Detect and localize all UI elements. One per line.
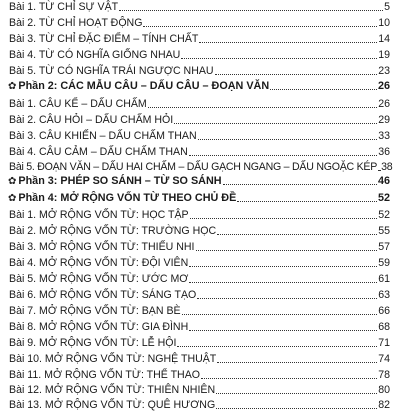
toc-section-label: Phần 4: MỞ RỘNG VỐN TỪ THEO CHỦ ĐỀ bbox=[18, 192, 237, 204]
toc-page-number: 61 bbox=[378, 273, 390, 285]
dot-leader bbox=[181, 58, 377, 59]
toc-entry-label: Bài 1. MỞ RỘNG VỐN TỪ: HỌC TẬP bbox=[9, 209, 189, 221]
dot-leader bbox=[197, 298, 377, 299]
toc-page-number: 74 bbox=[378, 353, 390, 365]
toc-page-number: 55 bbox=[378, 225, 390, 237]
toc-entry bbox=[0, 335, 400, 350]
dot-leader bbox=[148, 107, 377, 108]
toc-entry bbox=[0, 367, 400, 382]
dot-leader bbox=[237, 201, 377, 202]
toc-page-number: 78 bbox=[378, 369, 390, 381]
toc-section bbox=[0, 78, 400, 93]
dot-leader bbox=[216, 393, 377, 394]
toc-page-number: 82 bbox=[378, 399, 390, 411]
dot-leader bbox=[215, 74, 378, 75]
toc-entry bbox=[0, 351, 400, 366]
dot-leader bbox=[190, 218, 378, 219]
flower-icon: ✿ bbox=[8, 176, 17, 187]
dot-leader bbox=[216, 408, 377, 409]
dot-leader bbox=[217, 234, 377, 235]
toc-entry bbox=[0, 271, 400, 286]
toc-entry bbox=[0, 15, 400, 30]
toc-entry bbox=[0, 144, 400, 159]
toc-entry-label: Bài 5. MỞ RỘNG VỐN TỪ: ƯỚC MƠ bbox=[9, 273, 189, 285]
dot-leader bbox=[198, 139, 378, 140]
toc-entry bbox=[0, 159, 400, 174]
toc-entry-label: Bài 13. MỞ RỘNG VỐN TỪ: QUÊ HƯƠNG bbox=[9, 399, 216, 411]
toc-entry bbox=[0, 397, 400, 412]
toc-entry-label: Bài 2. CÂU HỎI – DẤU CHẤM HỎI bbox=[9, 114, 174, 126]
toc-entry-label: Bài 4. MỞ RỘNG VỐN TỪ: ĐỘI VIÊN bbox=[9, 257, 189, 269]
toc-page-number: 14 bbox=[378, 33, 390, 45]
toc-entry-label: Bài 10. MỞ RỘNG VỐN TỪ: NGHỆ THUẬT bbox=[9, 353, 217, 365]
toc-entry-label: Bài 6. MỞ RỘNG VỐN TỪ: SÁNG TẠO bbox=[9, 289, 197, 301]
toc-entry-label: Bài 4. CÂU CẢM – DẤU CHẤM THAN bbox=[9, 146, 188, 158]
dot-leader bbox=[174, 123, 377, 124]
toc-entry-label: Bài 1. TỪ CHỈ SỰ VẬT bbox=[9, 1, 119, 13]
toc-entry bbox=[0, 223, 400, 238]
toc-page-number: 5 bbox=[384, 1, 390, 13]
toc-page-number: 52 bbox=[378, 209, 390, 221]
dot-leader bbox=[217, 362, 377, 363]
toc-entry bbox=[0, 96, 400, 111]
dot-leader bbox=[196, 250, 378, 251]
toc-entry-label: Bài 3. CÂU KHIẾN – DẤU CHẤM THAN bbox=[9, 130, 197, 142]
toc-section bbox=[0, 173, 400, 188]
toc-page-number: 68 bbox=[378, 321, 390, 333]
toc-entry-label: Bài 5. TỪ CÓ NGHĨA TRÁI NGƯỢC NHAU bbox=[9, 65, 214, 77]
toc-page-number: 38 bbox=[381, 161, 393, 173]
toc-entry bbox=[0, 47, 400, 62]
toc-entry-label: Bài 9. MỞ RỘNG VỐN TỪ: LỄ HỘI bbox=[9, 337, 177, 349]
toc-entry bbox=[0, 319, 400, 334]
toc-page-number: 80 bbox=[378, 384, 390, 396]
toc-entry bbox=[0, 207, 400, 222]
toc-page-number: 10 bbox=[378, 17, 390, 29]
toc-entry bbox=[0, 0, 400, 14]
dot-leader bbox=[177, 346, 377, 347]
dot-leader bbox=[223, 184, 377, 185]
toc-entry-label: Bài 11. MỞ RỘNG VỐN TỪ: THỂ THAO bbox=[9, 369, 201, 381]
toc-page-number: 46 bbox=[377, 175, 390, 187]
dot-leader bbox=[199, 42, 377, 43]
toc-page-number: 63 bbox=[378, 289, 390, 301]
toc-entry bbox=[0, 239, 400, 254]
toc-entry-label: Bài 1. CÂU KỂ – DẤU CHẤM bbox=[9, 98, 147, 110]
toc-page-number: 71 bbox=[378, 337, 390, 349]
toc-entry-label: Bài 2. MỞ RỘNG VỐN TỪ: TRƯỜNG HỌC bbox=[9, 225, 217, 237]
toc-entry bbox=[0, 255, 400, 270]
toc-page-number: 33 bbox=[378, 130, 390, 142]
dot-leader bbox=[189, 330, 377, 331]
dot-leader bbox=[378, 170, 380, 171]
dot-leader bbox=[119, 10, 383, 11]
toc-page-number: 19 bbox=[378, 49, 390, 61]
toc-page-number: 57 bbox=[378, 241, 390, 253]
toc-entry-label: Bài 12. MỞ RỘNG VỐN TỪ: THIÊN NHIÊN bbox=[9, 384, 216, 396]
toc-entry bbox=[0, 287, 400, 302]
toc-page-number: 52 bbox=[377, 192, 390, 204]
toc-entry-label: Bài 7. MỞ RỘNG VỐN TỪ: BẠN BÈ bbox=[9, 305, 181, 317]
toc-entry-label: Bài 3. TỪ CHỈ ĐẶC ĐIỂM – TÍNH CHẤT bbox=[9, 33, 199, 45]
dot-leader bbox=[182, 314, 378, 315]
dot-leader bbox=[143, 26, 377, 27]
toc-entry bbox=[0, 112, 400, 127]
toc-section-label: Phần 3: PHÉP SO SÁNH – TỪ SO SÁNH bbox=[18, 175, 222, 187]
dot-leader bbox=[189, 266, 377, 267]
dot-leader bbox=[189, 155, 377, 156]
toc-entry-label: Bài 4. TỪ CÓ NGHĨA GIỐNG NHAU bbox=[9, 49, 181, 61]
dot-leader bbox=[270, 89, 377, 90]
toc-page-number: 59 bbox=[378, 257, 390, 269]
toc-page-number: 23 bbox=[378, 65, 390, 77]
toc-entry bbox=[0, 63, 400, 78]
dot-leader bbox=[201, 378, 377, 379]
flower-icon: ✿ bbox=[8, 193, 17, 204]
toc-entry-label: Bài 2. TỪ CHỈ HOẠT ĐỘNG bbox=[9, 17, 143, 29]
toc-page-number: 29 bbox=[378, 114, 390, 126]
toc-section bbox=[0, 190, 400, 205]
dot-leader bbox=[189, 282, 377, 283]
toc-entry bbox=[0, 128, 400, 143]
toc-entry bbox=[0, 303, 400, 318]
toc-section-label: Phần 2: CÁC MẪU CÂU – DẤU CÂU – ĐOẠN VĂN bbox=[18, 80, 270, 92]
toc-entry bbox=[0, 31, 400, 46]
toc-page-number: 26 bbox=[377, 80, 390, 92]
flower-icon: ✿ bbox=[8, 81, 17, 92]
toc-page-number: 36 bbox=[378, 146, 390, 158]
toc-entry bbox=[0, 382, 400, 397]
toc-page-number: 66 bbox=[378, 305, 390, 317]
toc-page-number: 26 bbox=[378, 98, 390, 110]
toc-entry-label: Bài 3. MỞ RỘNG VỐN TỪ: THIẾU NHI bbox=[9, 241, 195, 253]
toc-entry-label: Bài 5. ĐOẠN VĂN – DẤU HAI CHẤM – DẤU GẠCH NGANG – DẤU NGOẶC KÉP bbox=[9, 161, 378, 173]
toc-entry-label: Bài 8. MỞ RỘNG VỐN TỪ: GIA ĐÌNH bbox=[9, 321, 189, 333]
